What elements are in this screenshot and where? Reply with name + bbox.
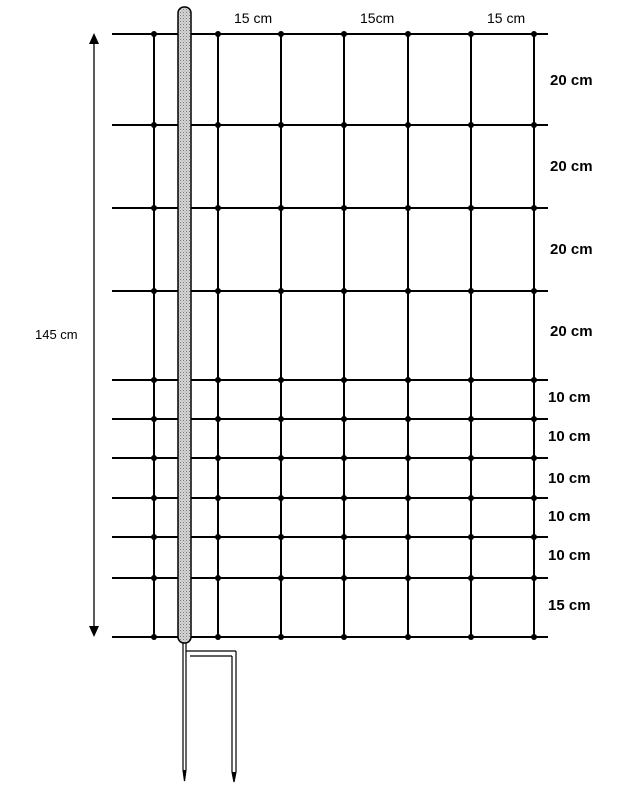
wire-knot [341, 534, 347, 540]
wire-knot [215, 377, 221, 383]
wire-knot [468, 634, 474, 640]
wire-knot [468, 575, 474, 581]
wire-knot [215, 288, 221, 294]
wire-knot [278, 634, 284, 640]
wire-knot [405, 416, 411, 422]
wire-knot [405, 377, 411, 383]
wire-knot [468, 205, 474, 211]
wire-knot [215, 634, 221, 640]
wire-knot [215, 455, 221, 461]
wire-knot [278, 455, 284, 461]
wire-knot [341, 205, 347, 211]
wire-knot [341, 31, 347, 37]
wire-knot [468, 122, 474, 128]
row-spacing-label: 20 cm [550, 323, 593, 340]
wire-knot [341, 455, 347, 461]
total-height-label: 145 cm [35, 327, 78, 342]
wire-knot [215, 575, 221, 581]
wire-knot [531, 455, 537, 461]
wire-knot [215, 495, 221, 501]
top-spacing-label: 15 cm [234, 10, 273, 26]
row-spacing-label: 20 cm [550, 158, 593, 175]
fence-post [178, 7, 191, 643]
wire-knot [531, 634, 537, 640]
row-spacing-label: 10 cm [548, 428, 591, 445]
wire-knot [278, 534, 284, 540]
wire-knot [531, 205, 537, 211]
wire-knot [468, 534, 474, 540]
wire-knot [468, 416, 474, 422]
wire-knot [151, 205, 157, 211]
wire-knot [405, 495, 411, 501]
height-dimension-arrow [89, 33, 99, 637]
wire-knot [151, 455, 157, 461]
wire-knot [468, 377, 474, 383]
wire-knot [278, 31, 284, 37]
row-spacing-label: 10 cm [548, 547, 591, 564]
wire-knot [278, 288, 284, 294]
wire-knot [278, 377, 284, 383]
wire-knot [215, 122, 221, 128]
wire-knot [531, 31, 537, 37]
wire-knot [405, 634, 411, 640]
wire-knot [468, 288, 474, 294]
wire-knot [151, 575, 157, 581]
wire-knot [341, 377, 347, 383]
wire-knot [405, 31, 411, 37]
wire-knot [468, 455, 474, 461]
wire-knot [341, 634, 347, 640]
wire-knot [531, 575, 537, 581]
row-spacing-label: 10 cm [548, 508, 591, 525]
wire-knot [405, 455, 411, 461]
wire-knot [215, 534, 221, 540]
ground-spike [183, 643, 236, 782]
wire-knot [151, 534, 157, 540]
top-spacing-label: 15 cm [487, 10, 526, 26]
row-spacing-label: 10 cm [548, 470, 591, 487]
row-spacing-label: 20 cm [550, 72, 593, 89]
wire-knot [531, 122, 537, 128]
top-spacing-label: 15cm [360, 10, 395, 26]
wire-knot [405, 534, 411, 540]
wire-knot [341, 288, 347, 294]
wire-knot [341, 495, 347, 501]
wire-knot [531, 377, 537, 383]
wire-knot [151, 288, 157, 294]
wire-knot [278, 122, 284, 128]
wire-knot [215, 416, 221, 422]
wire-knot [531, 288, 537, 294]
wire-knot [278, 575, 284, 581]
wire-knot [531, 534, 537, 540]
wire-knot [215, 205, 221, 211]
wire-knot [151, 634, 157, 640]
wire-knot [151, 377, 157, 383]
wire-knot [278, 205, 284, 211]
wire-knot [405, 575, 411, 581]
wire-knot [151, 31, 157, 37]
wire-knot [468, 495, 474, 501]
wire-knot [215, 31, 221, 37]
wire-knot [341, 575, 347, 581]
row-spacing-label: 10 cm [548, 389, 591, 406]
row-spacing-label: 15 cm [548, 597, 591, 614]
wire-knot [278, 416, 284, 422]
wire-knot [405, 288, 411, 294]
wire-knot [151, 122, 157, 128]
wire-knot [405, 205, 411, 211]
wire-knot [405, 122, 411, 128]
wire-knot [278, 495, 284, 501]
wire-knot [531, 416, 537, 422]
wire-knot [468, 31, 474, 37]
wire-knot [151, 495, 157, 501]
wire-knot [341, 416, 347, 422]
row-spacing-label: 20 cm [550, 241, 593, 258]
wire-knot [531, 495, 537, 501]
wire-knot [151, 416, 157, 422]
wire-knot [341, 122, 347, 128]
